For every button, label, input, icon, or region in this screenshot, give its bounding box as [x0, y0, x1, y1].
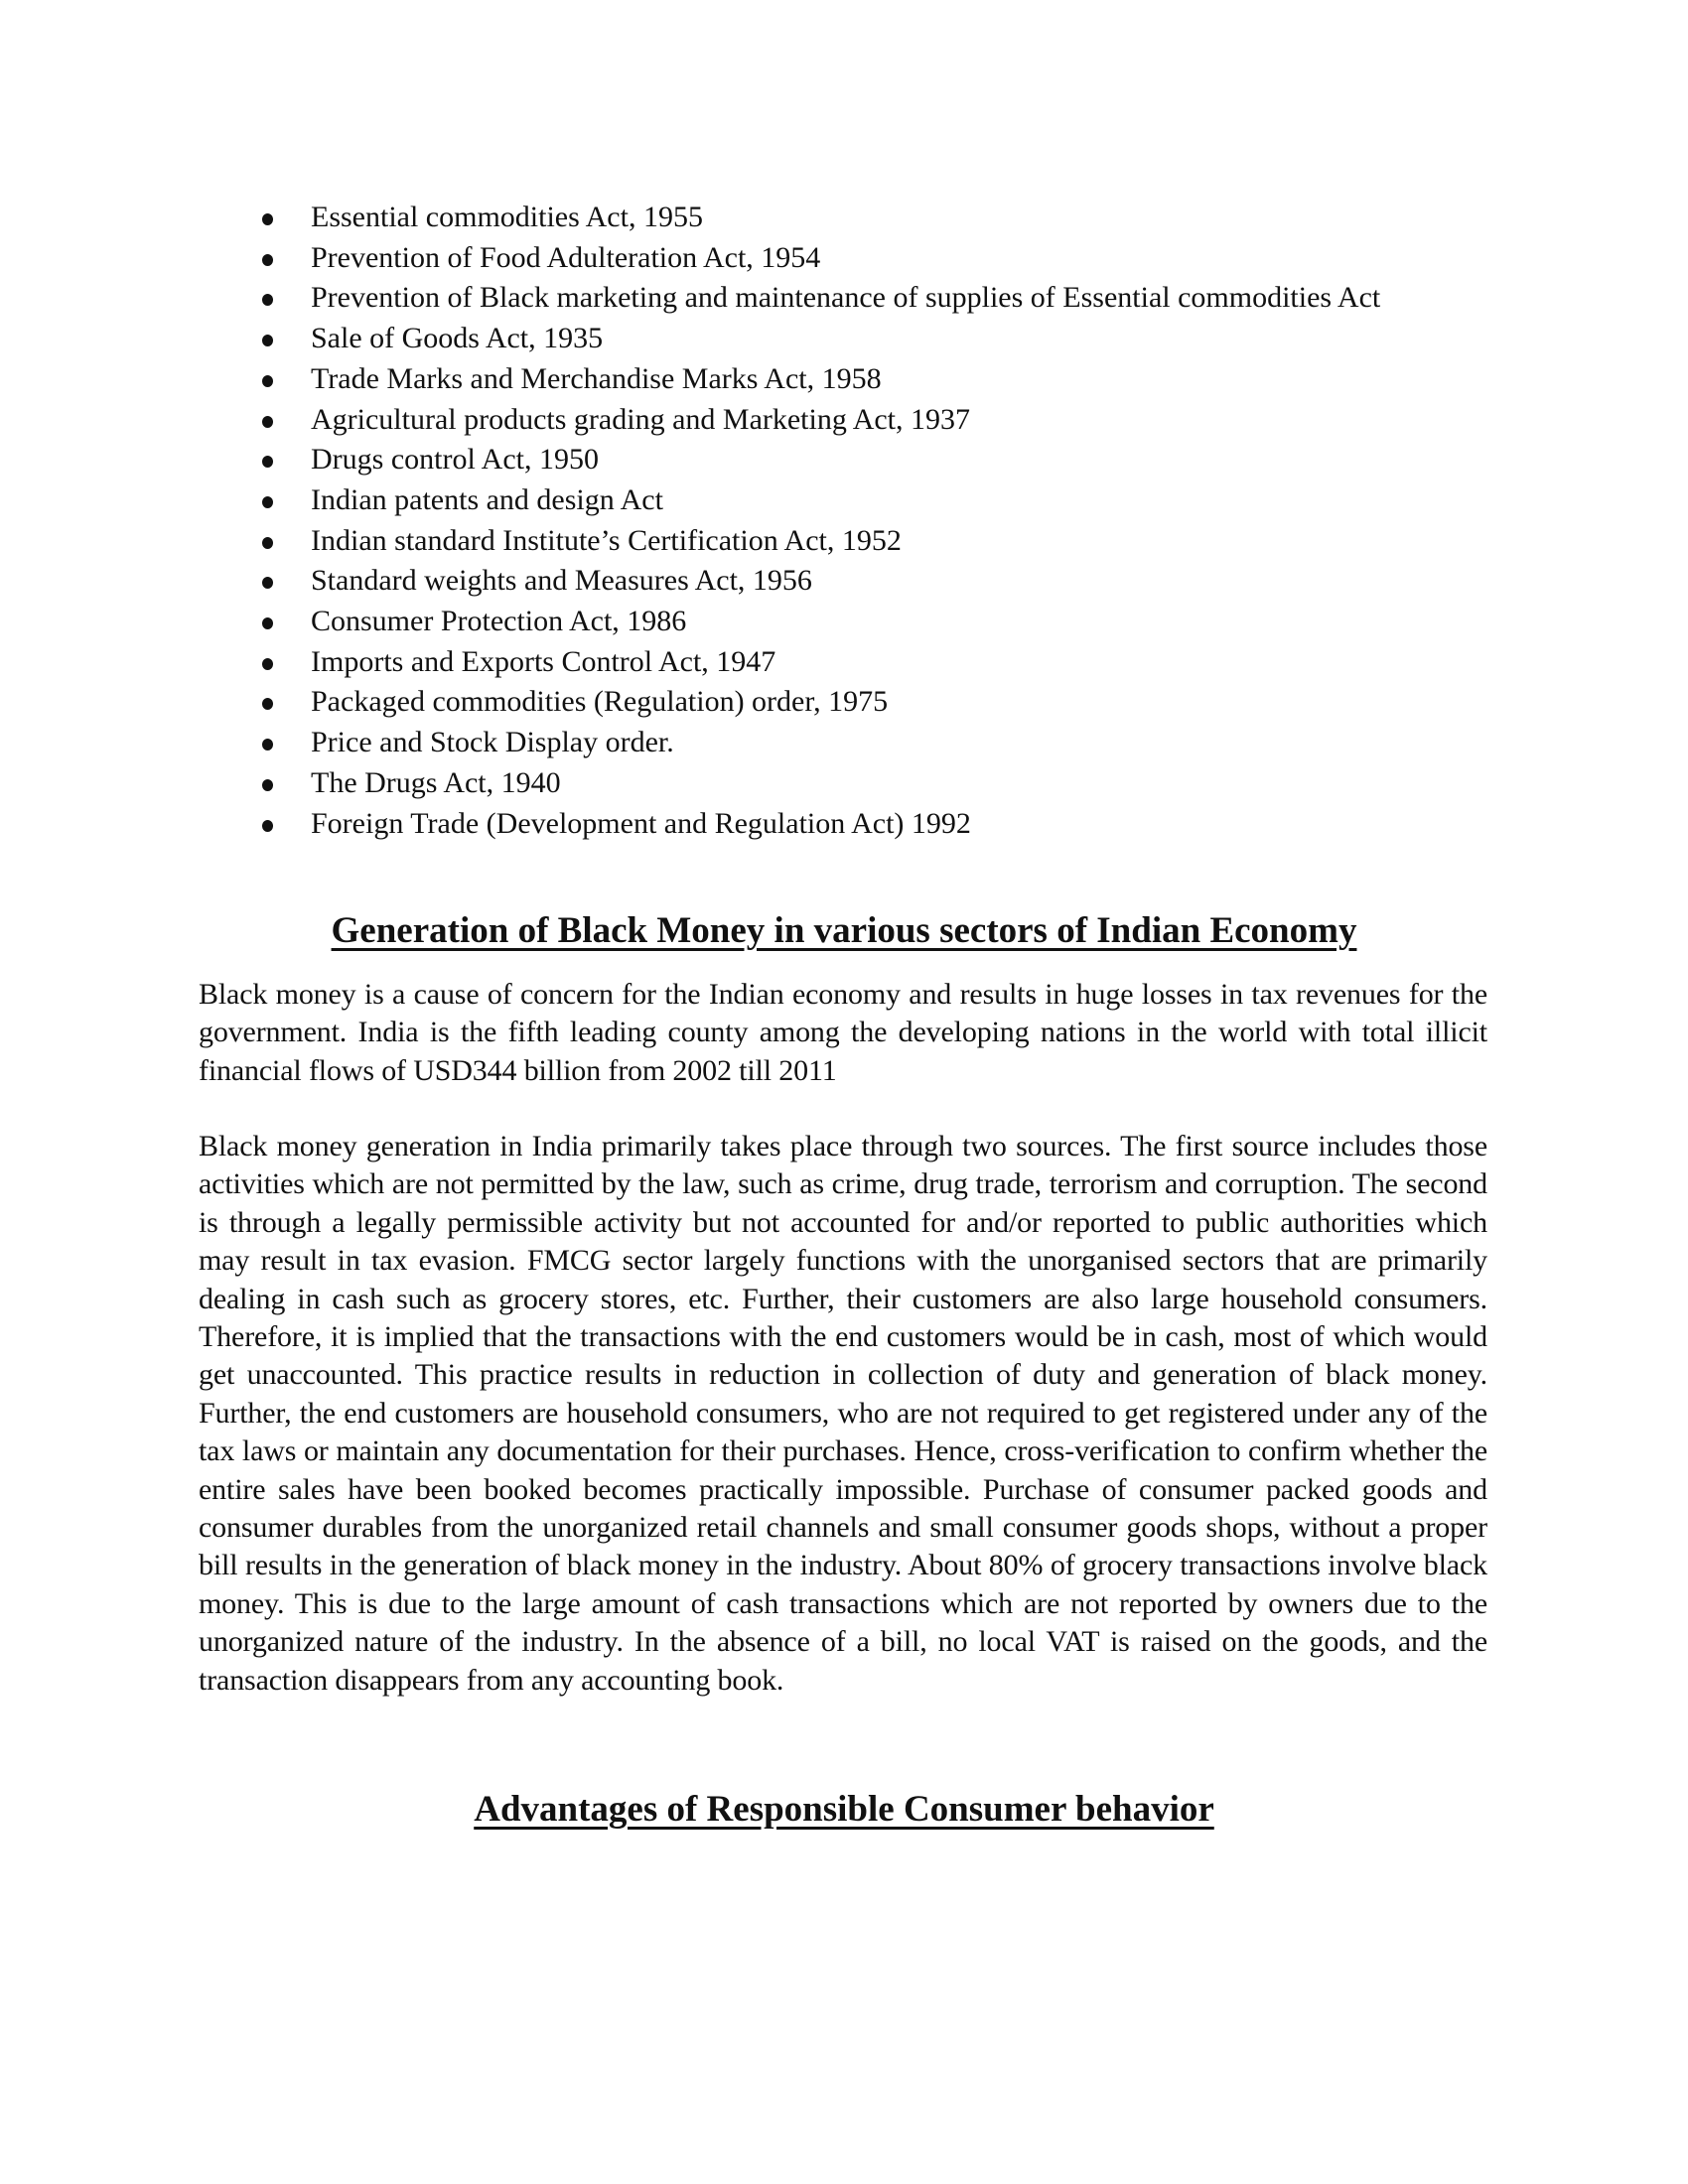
bullet-icon	[262, 456, 273, 468]
list-item	[253, 723, 1504, 763]
list-item	[253, 198, 1504, 238]
acts-bullet-list	[253, 198, 1504, 844]
list-item-text: Drugs control Act, 1950	[311, 443, 599, 477]
paragraph-black-money-sources: Black money generation in India primarily takes place through two sources. The first source includes those activities which are not permitted by the law, such as crime, drug trade, terrorism and corruption. The second is through a legally permissible activity but not accounted for and/or reported to public authorities which may result in tax evasion. FMCG sector largely functions with the unorganised sectors that are primarily dealing in cash such as grocery stores, etc. Further, their customers are also large household consumers. Therefore, it is implied that the transactions with the end customers would be in cash, most of which would get unaccounted. This practice results in reduction in collection of duty and generation of black money. Further, the end customers are household consumers, who are not required to get registered under any of the tax laws or maintain any documentation for their purchases. Hence, cross-verification to confirm whether the entire sales have been booked becomes practically impossible. Purchase of consumer packed goods and consumer durables from the unorganized retail channels and small consumer goods shops, without a proper bill results in the generation of black money in the industry. About 80% of grocery transactions involve black money. This is due to the large amount of cash transactions which are not reported by owners due to the unorganized nature of the industry. In the absence of a bill, no local VAT is raised on the goods, and the transaction disappears from any accounting book.	[199, 1130, 1487, 1697]
list-item-text: Foreign Trade (Development and Regulation Act) 1992	[311, 806, 971, 840]
list-item-text: The Drugs Act, 1940	[311, 765, 561, 799]
list-item	[253, 642, 1504, 683]
list-item	[253, 804, 1504, 845]
list-item	[253, 319, 1504, 359]
list-item-text: Trade Marks and Merchandise Marks Act, 1958	[311, 361, 882, 395]
bullet-icon	[262, 294, 273, 306]
bullet-icon	[262, 658, 273, 670]
list-item-text: Imports and Exports Control Act, 1947	[311, 644, 776, 678]
list-item	[253, 763, 1504, 804]
list-item	[253, 440, 1504, 480]
list-item-text: Indian patents and design Act	[311, 482, 663, 516]
paragraph-black-money-intro: Black money is a cause of concern for the Indian economy and results in huge losses in tax revenues for the government. India is the fifth leading county among the developing nations in the world with total illicit financial flows of USD344 billion from 2002 till 2011	[199, 978, 1487, 1087]
section-heading-advantages	[199, 1789, 1489, 1832]
list-item-text: Consumer Protection Act, 1986	[311, 605, 687, 638]
bullet-icon	[262, 577, 273, 589]
bullet-icon	[262, 739, 273, 751]
list-item-text: Prevention of Food Adulteration Act, 1954	[311, 240, 821, 274]
bullet-icon	[262, 698, 273, 710]
bullet-icon	[262, 496, 273, 508]
bullet-icon	[262, 820, 273, 832]
list-item-text: Price and Stock Display order.	[311, 726, 674, 759]
list-item	[253, 480, 1504, 521]
list-item	[253, 561, 1504, 602]
list-item	[253, 602, 1504, 642]
list-item-text: Packaged commodities (Regulation) order, 1975	[311, 685, 889, 719]
list-item	[253, 521, 1504, 562]
bullet-icon	[262, 617, 273, 629]
list-item	[253, 238, 1504, 279]
list-item-text: Sale of Goods Act, 1935	[311, 322, 604, 355]
bullet-icon	[262, 254, 273, 266]
list-item-text: Essential commodities Act, 1955	[311, 201, 703, 233]
section-heading-black-money	[199, 910, 1489, 953]
list-item-text: Agricultural products grading and Marketing Act, 1937	[311, 402, 971, 436]
section-heading-text: Advantages of Responsible Consumer behavior	[474, 1789, 1214, 1830]
list-item	[253, 278, 1504, 319]
list-item	[253, 682, 1504, 723]
list-item	[253, 400, 1504, 441]
bullet-icon	[262, 779, 273, 791]
bullet-icon	[262, 416, 273, 428]
list-item-text: Indian standard Institute’s Certification Act, 1952	[311, 523, 902, 557]
bullet-icon	[262, 213, 273, 225]
list-item-text: Standard weights and Measures Act, 1956	[311, 564, 812, 598]
bullet-icon	[262, 537, 273, 549]
section-heading-text: Generation of Black Money in various sectors of Indian Economy	[331, 910, 1357, 951]
bullet-icon	[262, 335, 273, 346]
list-item-text: Prevention of Black marketing and maintenance of supplies of Essential commodities Act	[311, 281, 1381, 315]
bullet-icon	[262, 375, 273, 387]
list-item	[253, 359, 1504, 400]
